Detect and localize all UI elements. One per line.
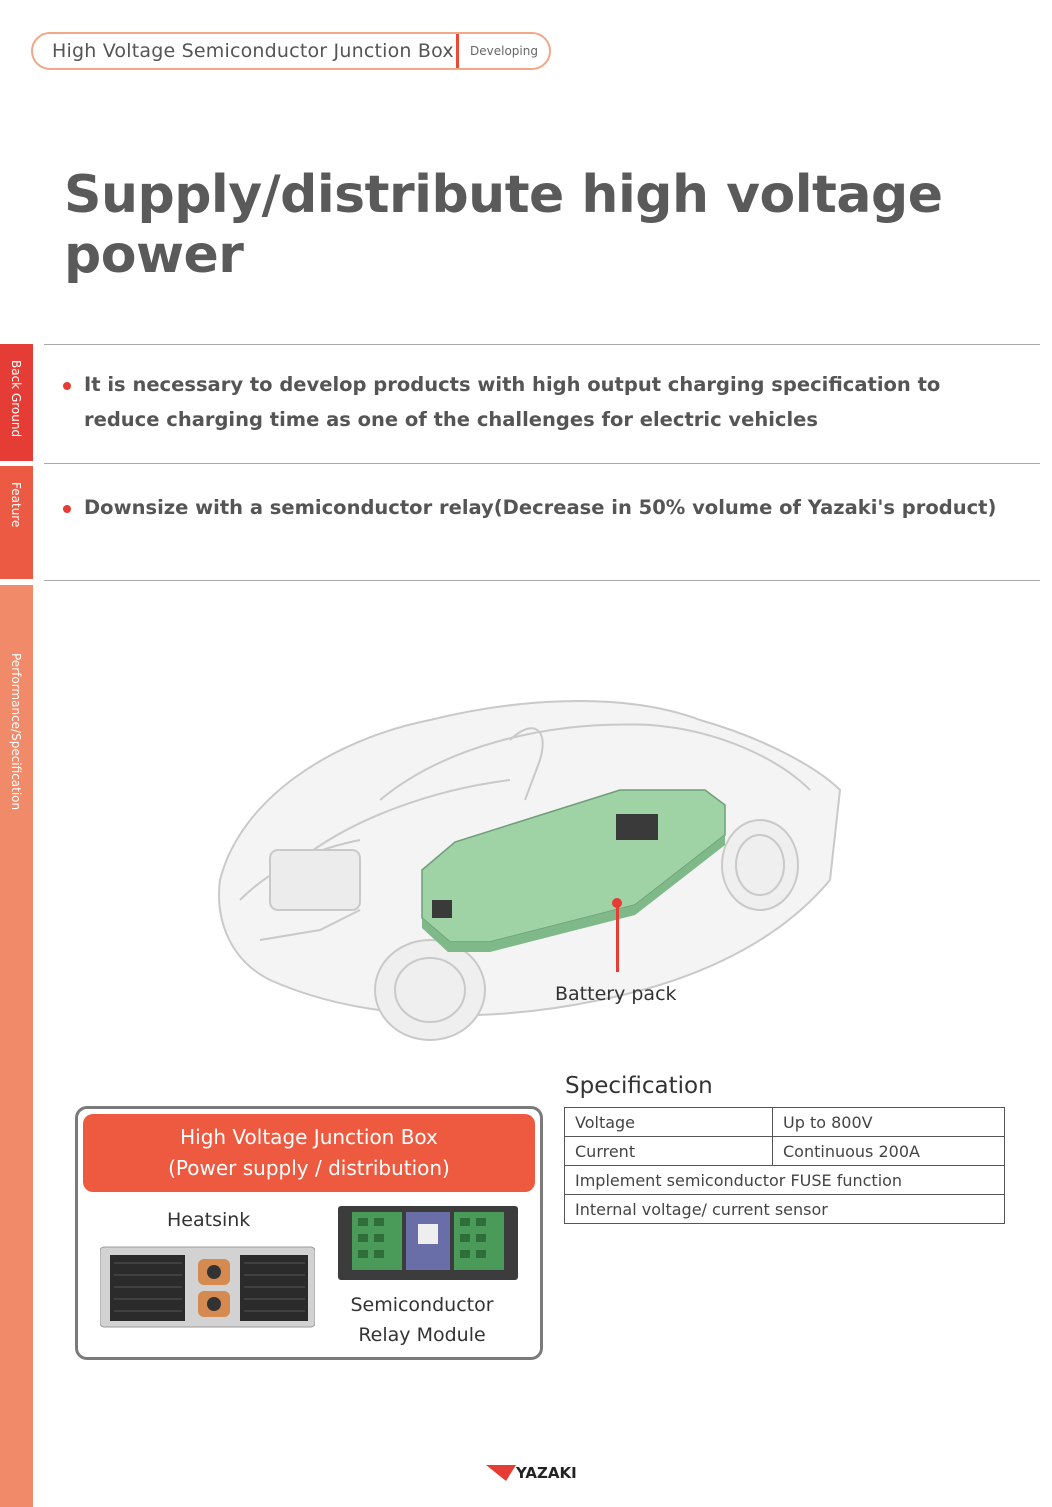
divider <box>44 463 1040 464</box>
junction-box-subtitle: (Power supply / distribution) <box>168 1156 450 1180</box>
bullet-dot-icon <box>63 382 71 390</box>
tab-performance <box>0 585 33 1507</box>
tab-feature <box>0 466 33 579</box>
spec-value: Continuous 200A <box>773 1137 1005 1166</box>
feature-line: Downsize with a semiconductor relay(Decrease in 50% volume of Yazaki's product) <box>84 496 997 519</box>
spec-value: Up to 800V <box>773 1108 1005 1137</box>
table-row <box>565 1108 1005 1137</box>
background-line-2: reduce charging time as one of the challenges for electric vehicles <box>84 408 819 431</box>
relay-label-line-2: Relay Module <box>358 1324 486 1346</box>
product-title: High Voltage Semiconductor Junction Box <box>52 40 454 62</box>
callout-dot-icon <box>612 898 622 908</box>
table-row <box>565 1166 1005 1195</box>
tab-feature-label: Feature <box>9 482 23 528</box>
tab-background <box>0 344 33 461</box>
specification-table <box>564 1107 1005 1224</box>
yazaki-logo-icon <box>486 1461 602 1483</box>
spec-key: Current <box>565 1137 773 1166</box>
background-line-1: It is necessary to develop products with high output charging specification to <box>84 373 941 396</box>
feature-bullet <box>63 490 996 525</box>
spec-feature: Implement semiconductor FUSE function <box>565 1166 1005 1195</box>
relay-label-line-1: Semiconductor <box>350 1294 494 1316</box>
heatsink-label: Heatsink <box>167 1209 251 1231</box>
divider <box>44 344 1040 345</box>
tab-background-label: Back Ground <box>9 360 23 438</box>
spec-key: Voltage <box>565 1108 773 1137</box>
heatsink-photo <box>100 1243 315 1329</box>
background-bullet <box>63 367 940 437</box>
specification-title: Specification <box>565 1073 713 1099</box>
status-badge: Developing <box>470 44 538 58</box>
yazaki-logo-text: YAZAKI <box>516 1464 577 1482</box>
battery-pack-label: Battery pack <box>555 983 677 1005</box>
product-title-pill <box>31 32 551 70</box>
table-row <box>565 1137 1005 1166</box>
page-headline: Supply/distribute high voltage power <box>64 165 943 285</box>
car-illustration <box>180 680 850 1060</box>
divider <box>44 580 1040 581</box>
bullet-dot-icon <box>63 505 71 513</box>
junction-box-header <box>83 1114 535 1192</box>
spec-feature: Internal voltage/ current sensor <box>565 1195 1005 1224</box>
relay-module-label <box>300 1290 544 1350</box>
callout-line <box>616 902 619 972</box>
table-row <box>565 1195 1005 1224</box>
relay-module-photo <box>338 1206 518 1280</box>
junction-box-title: High Voltage Junction Box <box>180 1125 438 1149</box>
tab-performance-label: Performance/Specification <box>9 653 23 811</box>
pill-separator <box>456 34 459 68</box>
